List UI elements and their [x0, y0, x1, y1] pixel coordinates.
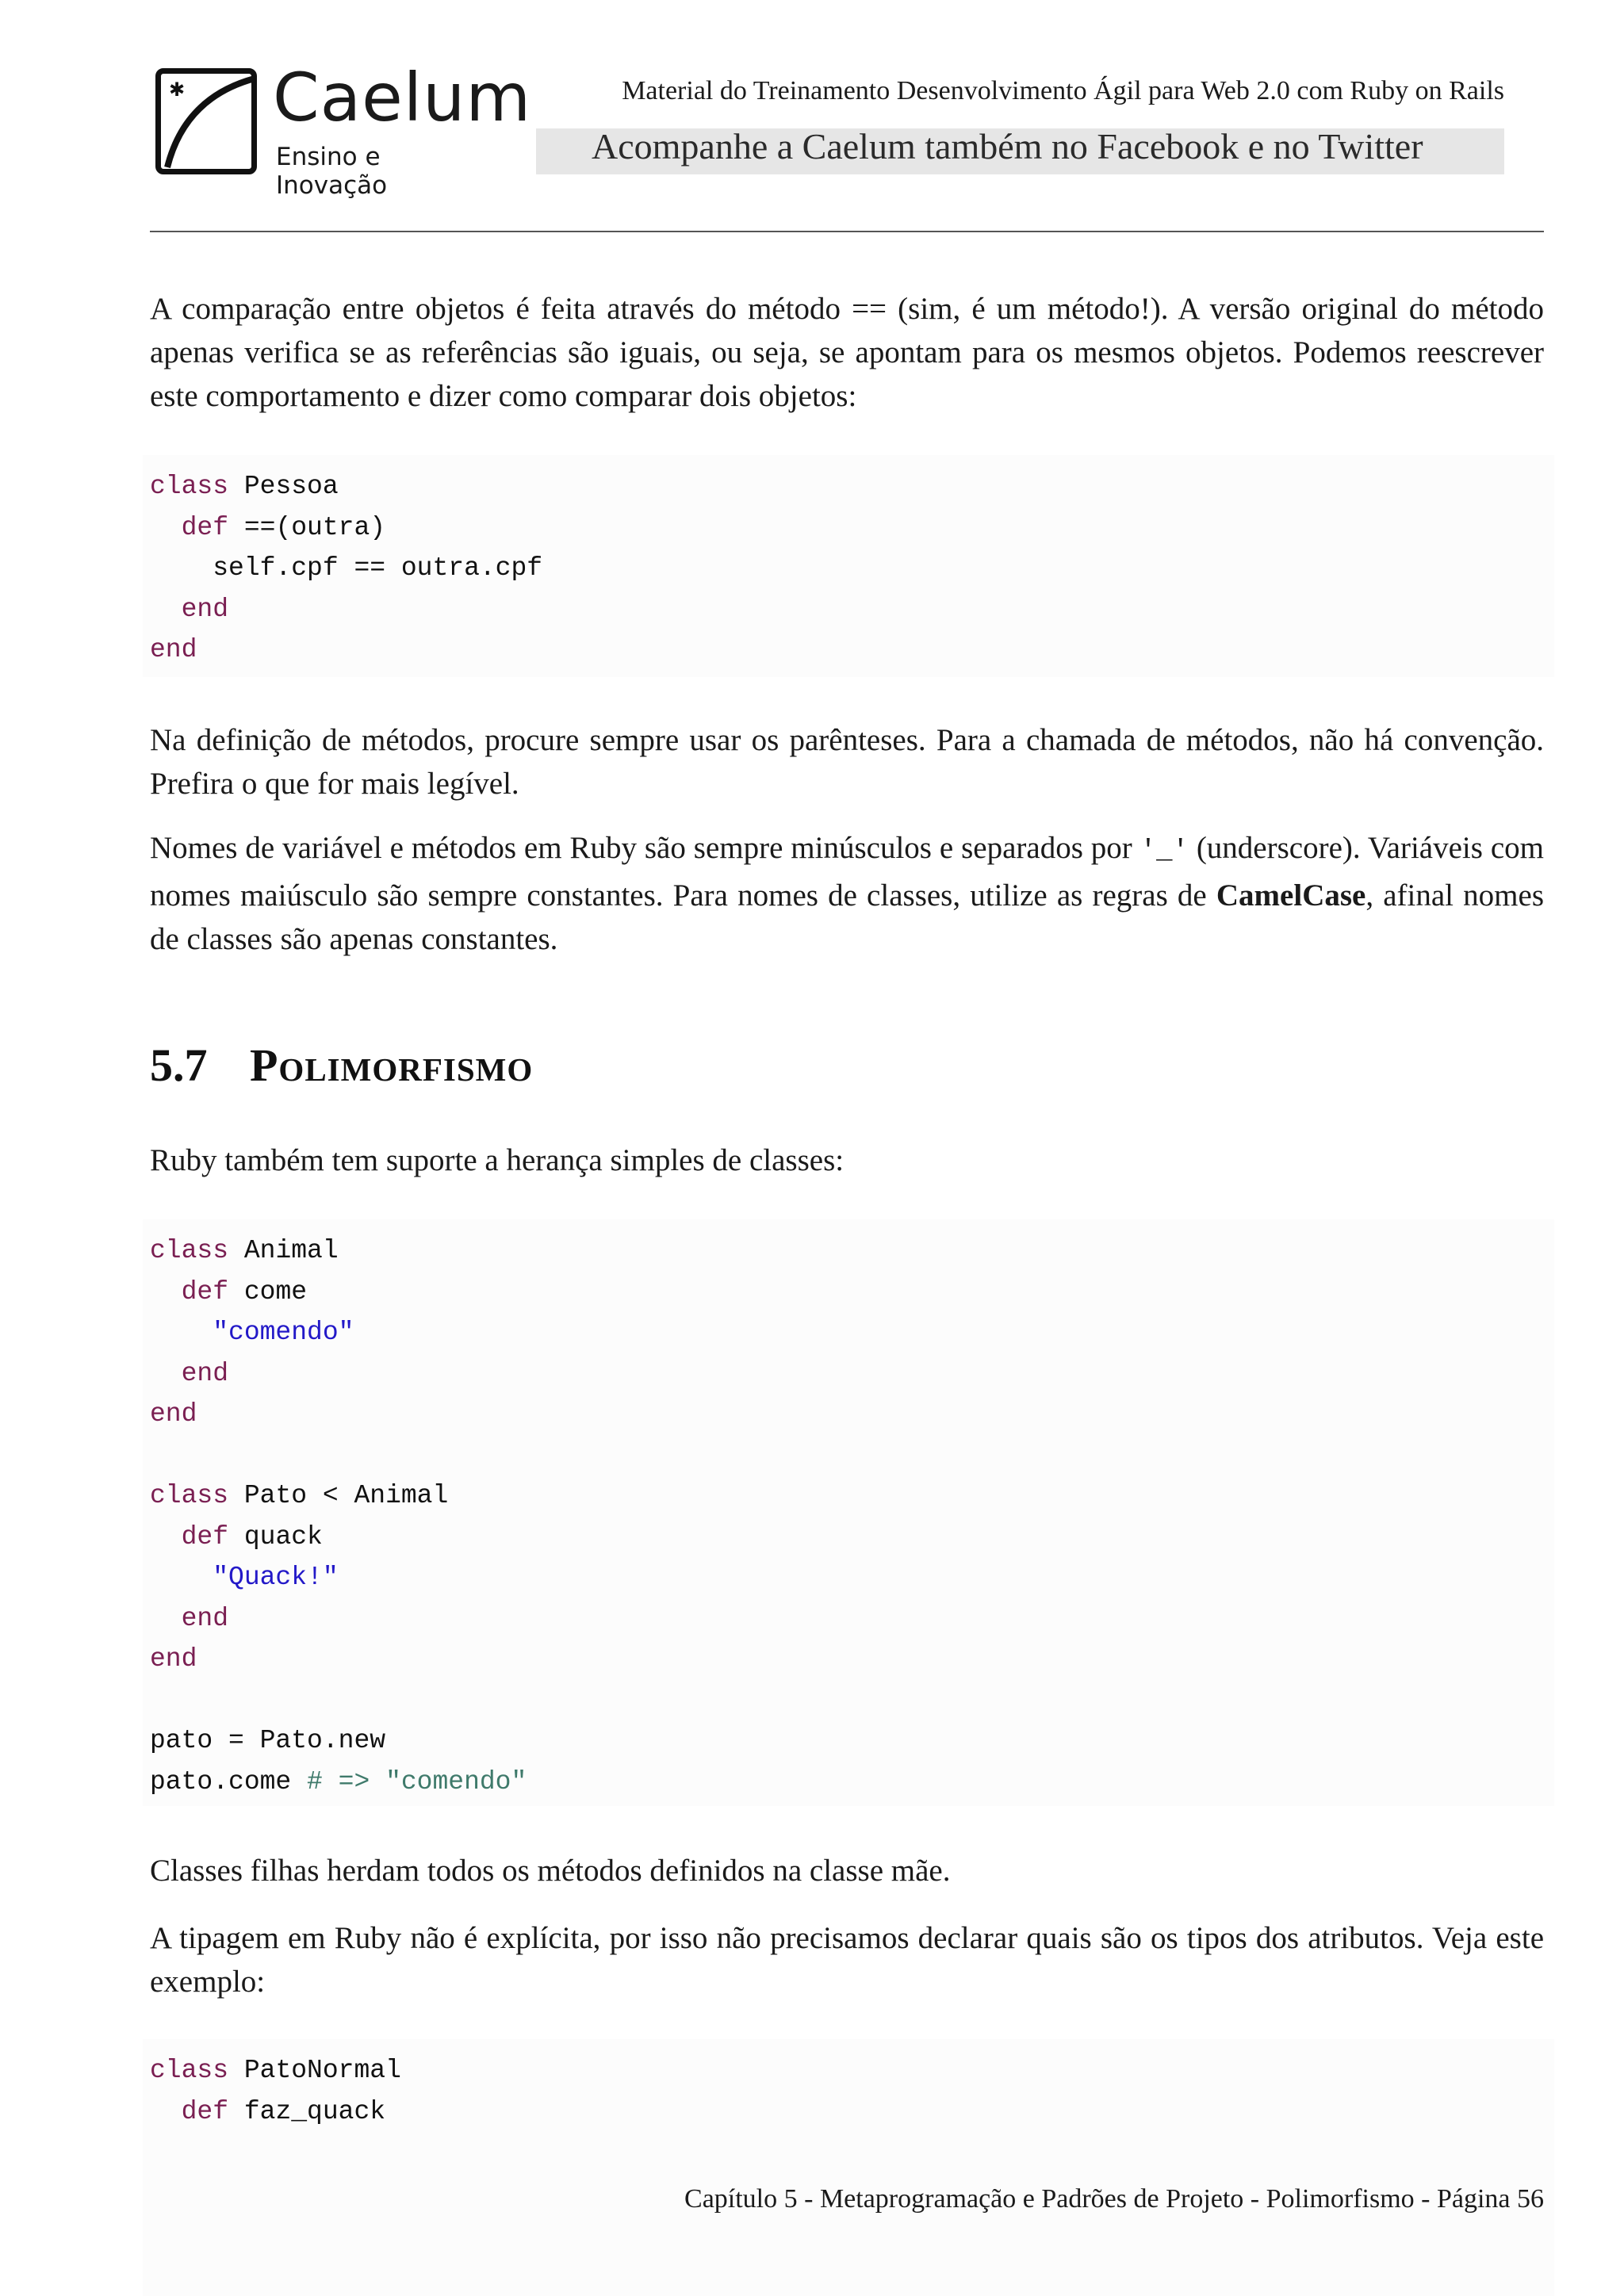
material-title: Material do Treinamento Desenvolvimento Ágil para Web 2.0 com Ruby on Rails: [622, 76, 1504, 105]
section-heading: 5.7 Polimorfismo: [150, 1039, 534, 1091]
paragraph-typing: A tipagem em Ruby não é explícita, por isso não precisamos declarar quais são os tipos dos atributos. Veja este exemplo:: [150, 1921, 1544, 1999]
code-block-patonormal: class PatoNormal def faz_quack: [150, 2056, 401, 2126]
code-block-pessoa: class Pessoa def ==(outra) self.cpf == outra.cpf end end: [150, 472, 543, 664]
paragraph-inheritance: Ruby também tem suporte a herança simples de classes:: [150, 1143, 845, 1177]
caelum-logo: [155, 59, 532, 200]
logo-name: Caelum: [273, 59, 532, 136]
logo-mark: [155, 68, 257, 174]
header-divider: [150, 231, 1544, 232]
page-footer: Capítulo 5 - Metaprogramação e Padrões de Projeto - Polimorfismo - Página 56: [684, 2184, 1544, 2214]
follow-text: Acompanhe a Caelum também no Facebook e no Twitter: [592, 126, 1423, 166]
paragraph-children: Classes filhas herdam todos os métodos definidos na classe mãe.: [150, 1854, 951, 1888]
logo-swoosh-icon: [161, 74, 256, 169]
paragraph-comparison: A comparação entre objetos é feita através do método == (sim, é um método!). A versão original do método apenas verifica se as referências são iguais, ou seja, se apontam para os mesmos objetos. Podemos reescrever este comportamento e dizer como comparar dois objetos:: [150, 292, 1544, 413]
inline-code-underscore: '_': [1139, 836, 1189, 867]
paragraph-naming: Nomes de variável e métodos em Ruby são sempre minúsculos e separados por '_' (underscore). Variáveis com nomes maiúsculo são sempre constantes. Para nomes de classes, utilize as regras de CamelCase, afinal nomes de classes são apenas constantes.: [150, 831, 1544, 956]
logo-tagline: Ensino e Inovação: [276, 143, 388, 200]
code-block-animal-pato: class Animal def come "comendo" end end class Pato < Animal def quack "Quack!" end end pato = Pato.new pato.come # => "comendo": [150, 1236, 527, 1797]
paragraph-parentheses: Na definição de métodos, procure sempre usar os parênteses. Para a chamada de métodos, não há convenção. Prefira o que for mais legível.: [150, 723, 1544, 801]
svg-text:✱: ✱: [169, 78, 186, 101]
